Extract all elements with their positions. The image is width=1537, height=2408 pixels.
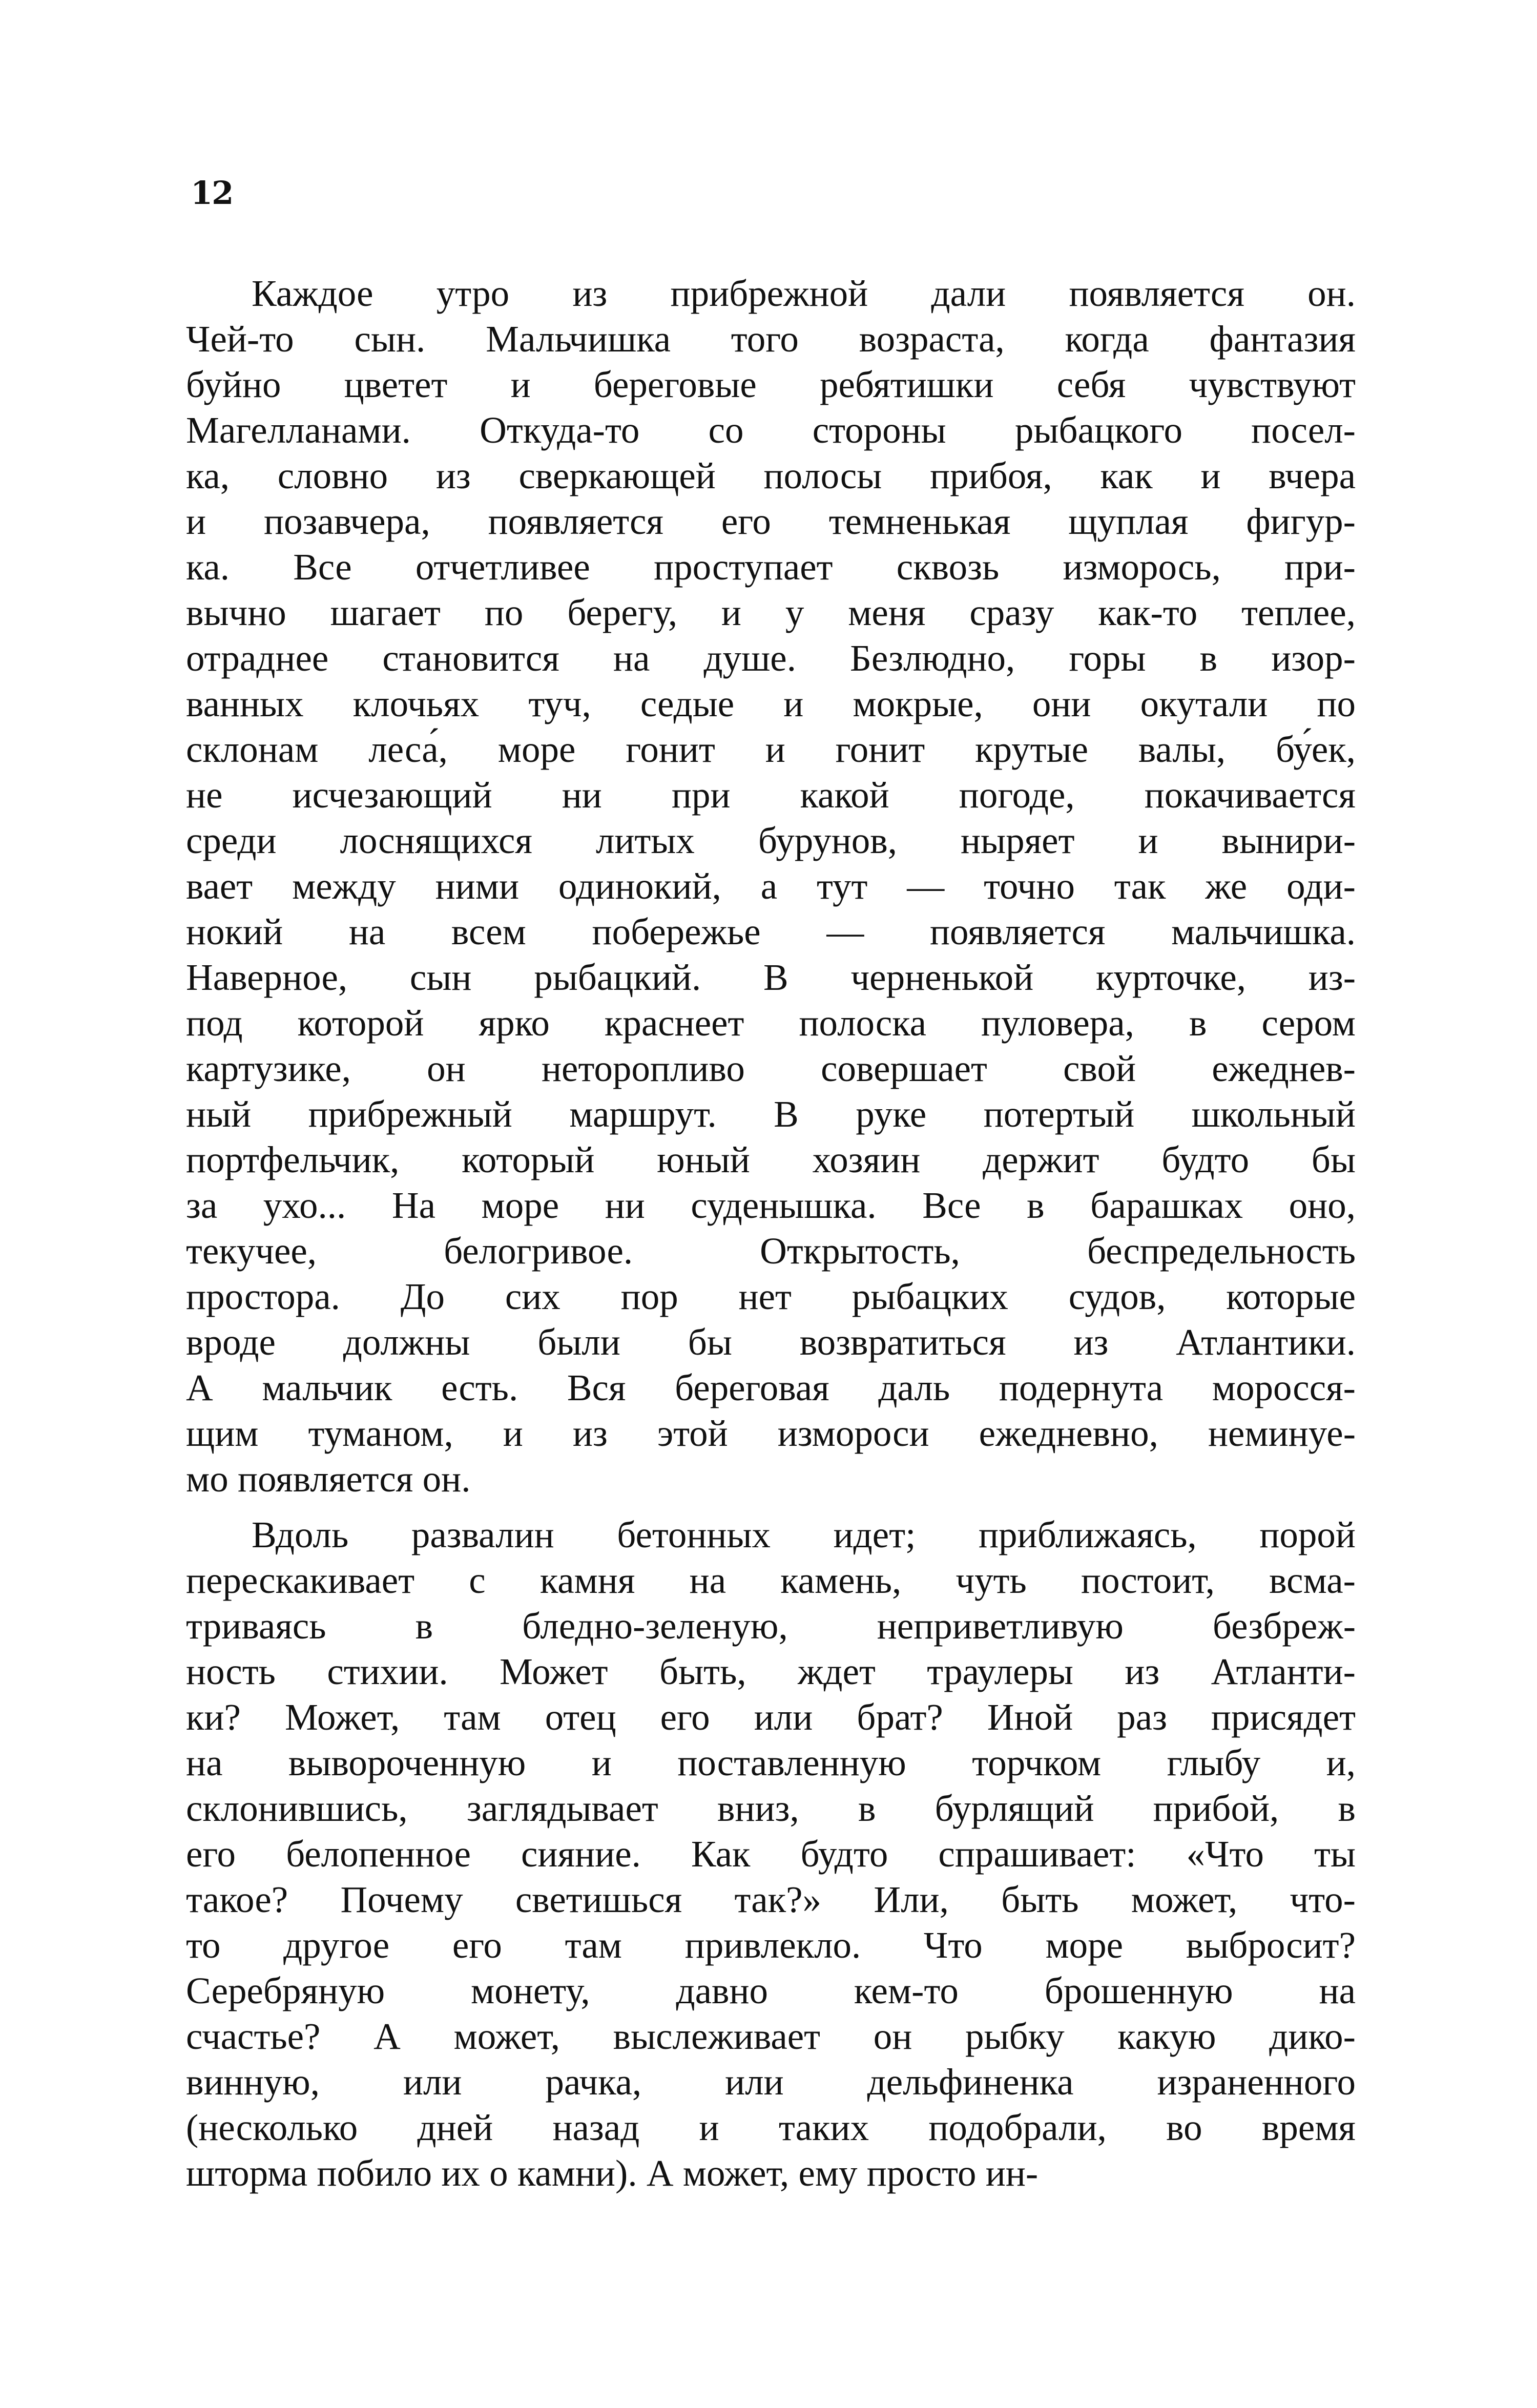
text-line: ный прибрежный маршрут. В руке потертый школьный bbox=[186, 1093, 1356, 1135]
paragraph-1 bbox=[186, 271, 1356, 1502]
text-line: его белопенное сияние. Как будто спрашивает: «Что ты bbox=[186, 1833, 1356, 1875]
text-line: винную, или рачка, или дельфиненка израненного bbox=[186, 2061, 1356, 2103]
text-line: отраднее становится на душе. Безлюдно, горы в изор- bbox=[186, 637, 1356, 679]
text-line: такое? Почему светишься так?» Или, быть может, что- bbox=[186, 1879, 1356, 1920]
text-line: склонившись, заглядывает вниз, в бурлящий прибой, в bbox=[186, 1788, 1356, 1829]
text-line: склонам леса́, море гонит и гонит крутые валы, бу́ек, bbox=[186, 729, 1356, 770]
text-line: перескакивает с камня на камень, чуть постоит, всма- bbox=[186, 1560, 1356, 1601]
text-line: вычно шагает по берегу, и у меня сразу как-то теплее, bbox=[186, 592, 1356, 633]
text-line: щим туманом, и из этой измороси ежедневно, неминуе- bbox=[186, 1413, 1356, 1454]
text-line: среди лоснящихся литых бурунов, ныряет и вынири- bbox=[186, 820, 1356, 861]
body-text bbox=[186, 271, 1356, 2196]
text-line: ка, словно из сверкающей полосы прибоя, как и вчера bbox=[186, 455, 1356, 496]
text-line: шторма побило их о камни). А может, ему просто ин- bbox=[186, 2152, 1038, 2194]
text-line: и позавчера, появляется его темненькая щуплая фигур- bbox=[186, 501, 1356, 542]
text-line: портфельчик, который юный хозяин держит будто бы bbox=[186, 1139, 1356, 1180]
text-line: ка. Все отчетливее проступает сквозь изморось, при- bbox=[186, 546, 1356, 588]
text-line: Наверное, сын рыбацкий. В черненькой курточке, из- bbox=[186, 957, 1356, 998]
text-line: Серебряную монету, давно кем-то брошенную на bbox=[186, 1970, 1356, 2011]
paragraph-2 bbox=[186, 1512, 1356, 2196]
text-line: буйно цветет и береговые ребятишки себя чувствуют bbox=[186, 364, 1356, 405]
text-line: вроде должны были бы возвратиться из Атлантики. bbox=[186, 1321, 1356, 1363]
text-line: текучее, белогривое. Открытость, беспредельность bbox=[186, 1230, 1356, 1272]
text-line: Вдоль развалин бетонных идет; приближаясь, порой bbox=[252, 1514, 1356, 1555]
text-line: на вывороченную и поставленную торчком глыбу и, bbox=[186, 1742, 1356, 1783]
text-line: ки? Может, там отец его или брат? Иной раз присядет bbox=[186, 1696, 1356, 1738]
text-line: вает между ними одинокий, а тут — точно так же оди- bbox=[186, 865, 1356, 907]
text-line: Каждое утро из прибрежной дали появляется он. bbox=[252, 273, 1356, 314]
text-line: нокий на всем побережье — появляется мальчишка. bbox=[186, 911, 1356, 952]
text-line: картузике, он неторопливо совершает свой ежеднев- bbox=[186, 1048, 1356, 1089]
text-line: триваясь в бледно-зеленую, неприветливую безбреж- bbox=[186, 1605, 1356, 1647]
page-number: 12 bbox=[191, 174, 233, 212]
text-line: не исчезающий ни при какой погоде, покачивается bbox=[186, 774, 1356, 816]
text-line: то другое его там привлекло. Что море выбросит? bbox=[186, 1924, 1356, 1966]
text-line: под которой ярко краснеет полоска пуловера, в сером bbox=[186, 1002, 1356, 1044]
text-line: мо появляется он. bbox=[186, 1458, 471, 1500]
text-line: счастье? А может, выслеживает он рыбку какую дико- bbox=[186, 2016, 1356, 2057]
text-line: А мальчик есть. Вся береговая даль подернута моросся- bbox=[186, 1367, 1356, 1408]
text-line: за ухо... На море ни суденышка. Все в барашках оно, bbox=[186, 1185, 1356, 1226]
text-line: Магелланами. Откуда-то со стороны рыбацкого посел- bbox=[186, 409, 1356, 451]
text-line: ванных клочьях туч, седые и мокрые, они окутали по bbox=[186, 683, 1356, 724]
text-line: ность стихии. Может быть, ждет траулеры из Атланти- bbox=[186, 1651, 1356, 1692]
text-line: (несколько дней назад и таких подобрали, во время bbox=[186, 2107, 1356, 2148]
text-line: простора. До сих пор нет рыбацких судов, которые bbox=[186, 1276, 1356, 1317]
text-line: Чей-то сын. Мальчишка того возраста, когда фантазия bbox=[186, 318, 1356, 360]
